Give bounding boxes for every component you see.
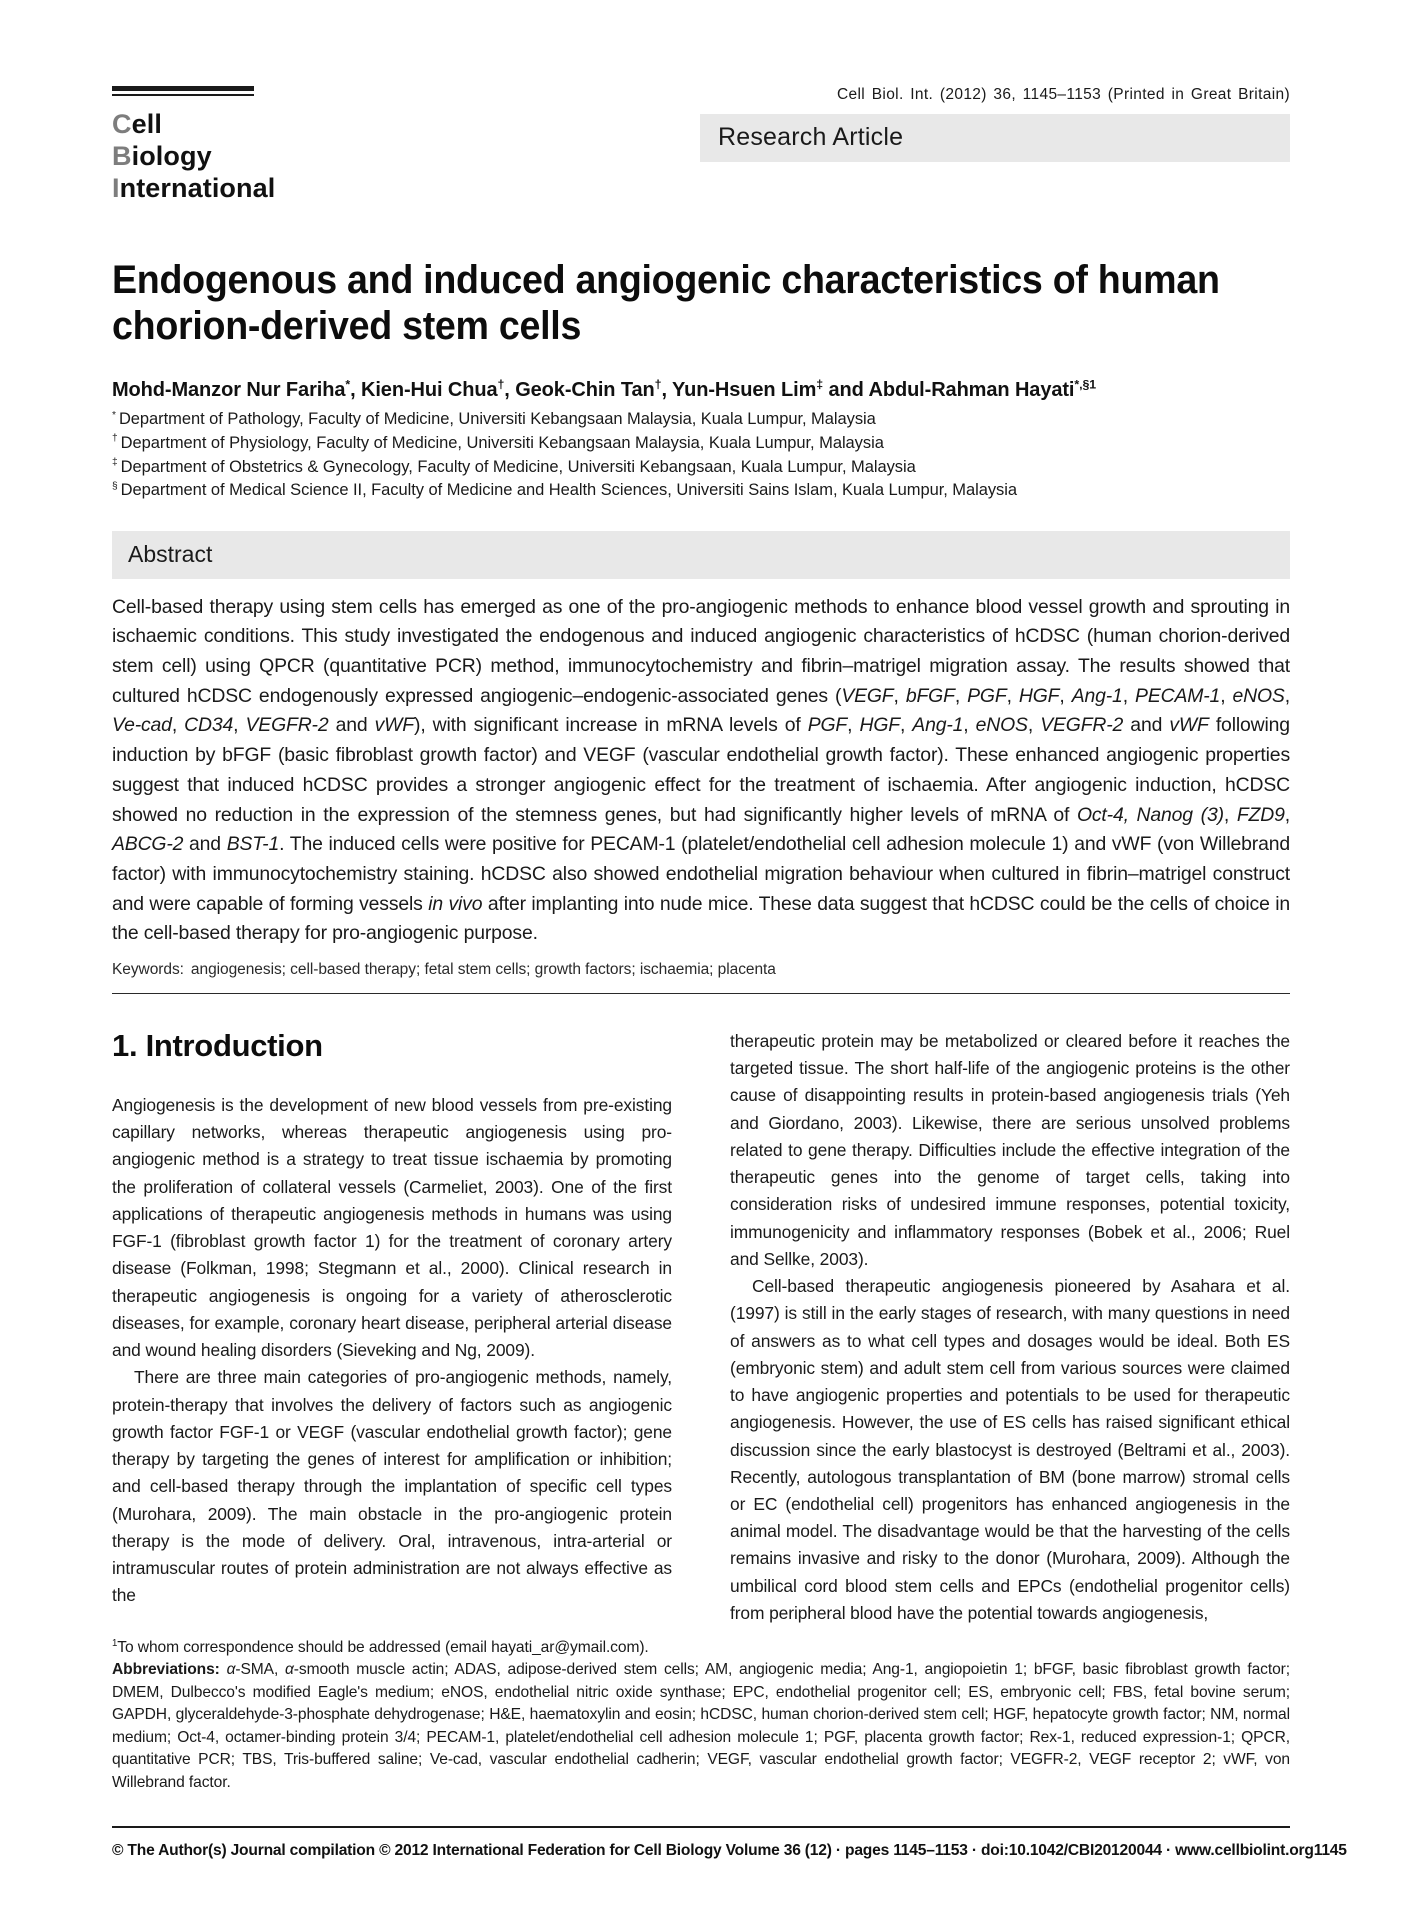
journal-logo [112,86,412,205]
affiliation-text: Department of Physiology, Faculty of Medicine, Universiti Kebangsaan Malaysia, Kuala Lumpur, Malaysia [120,433,884,452]
affiliation-item [112,432,1290,456]
paragraph: There are three main categories of pro-angiogenic methods, namely, protein-therapy that involves the delivery of factors such as angiogenic growth factor FGF-1 or VEGF (vascular endothelial growth factor); gene therapy by targeting the genes of interest for amplification or inhibition; and cell-based therapy through the implantation of specific cell types (Murohara, 2009). The main obstacle in the pro-angiogenic protein therapy is the mode of delivery. Oral, intravenous, intra-arterial or intramuscular routes of protein administration are not always effective as the [112,1367,672,1606]
author-list: Mohd-Manzor Nur Fariha*, Kien-Hui Chua†, Geok-Chin Tan†, Yun-Hsuen Lim‡ and Abdul-Rahman Hayati$^{*,\S 1}$ [112,377,1097,402]
column-right [730,1028,1290,1627]
article-type-badge: Research Article [700,114,1290,162]
keywords [112,961,1290,979]
affiliation-text: Department of Medical Science II, Faculty of Medicine and Health Sciences, Universiti Sains Islam, Kuala Lumpur, Malaysia [120,481,1018,500]
abbreviations-label: Abbreviations: [112,1661,220,1679]
page-title: Endogenous and induced angiogenic characteristics of human chorion-derived stem cells [112,257,1220,348]
paragraph: Cell-based therapeutic angiogenesis pioneered by Asahara et al. (1997) is still in the early stages of research, with many questions in need of answers as to what cell types and dosages would be ideal. Both ES (embryonic stem) and adult stem cell from various sources were claimed to have angiogenic properties and potentials to be used for therapeutic angiogenesis. However, the use of ES cells has raised significant ethical discussion since the early blastocyst is destroyed (Beltrami et al., 2003). Recently, autologous transplantation of BM (bone marrow) stromal cells or EC (endothelial cell) progenitors has enhanced angiogenesis in the animal model. The disadvantage would be that the harvesting of the cells remains invasive and risky to the donor (Murohara, 2009). Although the umbilical cord blood stem cells and EPCs (endothelial progenitor cells) from peripheral blood have the potential towards angiogenesis, [730,1276,1290,1623]
abbreviations-text: α-SMA, α-smooth muscle actin; ADAS, adipose-derived stem cells; AM, angiogenic media; Ang-1, angiopoietin 1; bFGF, basic fibroblast growth factor; DMEM, Dulbecco's modified Eagle's medium; eNOS, endothelial nitric oxide synthase; EPC, endothelial progenitor cell; ES, embryonic cell; FBS, fetal bovine serum; GAPDH, glyceraldehyde-3-phosphate dehydrogenase; H&E, haematoxylin and eosin; hCDSC, human chorion-derived stem cell; HGF, hepatocyte growth factor; NM, normal medium; Oct-4, octamer-binding protein 3/4; PECAM-1, platelet/endothelial cell adhesion molecule 1; PGF, placenta growth factor; Rex-1, reduced expression-1; QPCR, quantitative PCR; TBS, Tris-buffered saline; Ve-cad, vascular endothelial cadherin; VEGF, vascular endothelial growth factor; VEGFR-2, VEGF receptor 2; vWF, von Willebrand factor. [112,1661,1290,1791]
logo-rule-thick [112,86,254,91]
logo-line-international [112,173,412,205]
footer-copyright: © The Author(s) Journal compilation © 2012 International Federation for Cell Biology Volume 36 (12) · pages 1145–1153 · doi:10.1042/CBI20120044 · www.cellbiolint.org [112,1842,1314,1859]
footnotes [112,1637,1290,1794]
body-columns [112,1028,1290,1627]
affiliation-marker: § [112,480,118,492]
affiliation-marker: ‡ [112,457,118,469]
paragraph: Angiogenesis is the development of new blood vessels from pre-existing capillary networks, whereas therapeutic angiogenesis using pro-angiogenic method is a strategy to treat tissue ischaemia by promoting the proliferation of collateral vessels (Carmeliet, 2003). One of the first applications of therapeutic angiogenesis methods in humans was using FGF-1 (fibroblast growth factor 1) for the treatment of coronary artery disease (Folkman, 1998; Stegmann et al., 2000). Clinical research in therapeutic angiogenesis is ongoing for a variety of atherosclerotic diseases, for example, coronary heart disease, peripheral arterial disease and wound healing disorders (Sieveking and Ng, 2009). [112,1094,672,1361]
abstract-heading: Abstract [112,531,1290,579]
abstract-text: Cell-based therapy using stem cells has emerged as one of the pro-angiogenic methods to enhance blood vessel growth and sprouting in ischaemic conditions. This study investigated the endogenous and induced angiogenic characteristics of hCDSC (human chorion-derived stem cell) using QPCR (quantitative PCR) method, immunocytochemistry and fibrin–matrigel migration assay. The results showed that cultured hCDSC endogenously expressed angiogenic–endogenic-associated genes (VEGF, bFGF, PGF, HGF, Ang-1, PECAM-1, eNOS, Ve-cad, CD34, VEGFR-2 and vWF), with significant increase in mRNA levels of PGF, HGF, Ang-1, eNOS, VEGFR-2 and vWF following induction by bFGF (basic fibroblast growth factor) and VEGF (vascular endothelial growth factor). These enhanced angiogenic properties suggest that induced hCDSC provides a stronger angiogenic effect for the treatment of ischaemia. After angiogenic induction, hCDSC showed no reduction in the expression of the stemness genes, but had significantly higher levels of mRNA of Oct-4, Nanog (3), FZD9, ABCG-2 and BST-1. The induced cells were positive for PECAM-1 (platelet/endothelial cell adhesion molecule 1) and vWF (von Willebrand factor) with immunocytochemistry staining. hCDSC also showed endothelial migration behaviour when cultured in fibrin–matrigel construct and were capable of forming vessels in vivo after implanting into nude mice. These data suggest that hCDSC could be the cells of choice in the cell-based therapy for pro-angiogenic purpose. [112,595,1291,945]
logo-rest-iology: iology [131,140,212,171]
header-right [700,86,1290,162]
affiliation-list [112,408,1290,502]
footer-page-number: 1145 [1313,1842,1347,1859]
affiliation-marker: * [112,409,116,421]
footer-divider [112,1826,1290,1828]
affiliation-item [112,456,1290,480]
affiliation-item [112,479,1290,503]
logo-cap-i: I [112,172,120,203]
keywords-values: angiogenesis; cell-based therapy; fetal stem cells; growth factors; ischaemia; placenta [190,960,776,978]
correspondence-note [112,1637,1290,1659]
affiliation-text: Department of Pathology, Faculty of Medicine, Universiti Kebangsaan Malaysia, Kuala Lumpur, Malaysia [118,410,876,429]
affiliation-text: Department of Obstetrics & Gynecology, Faculty of Medicine, Universiti Kebangsaan, Kuala Lumpur, Malaysia [120,457,916,476]
abstract-divider [112,993,1290,994]
masthead [112,0,1290,205]
keywords-label: Keywords: [112,960,184,978]
abbreviations-note [112,1659,1290,1794]
column-left [112,1028,672,1627]
affiliation-marker: † [112,433,118,445]
correspondence-marker: 1 [112,1637,118,1649]
logo-cap-c: C [112,109,132,139]
section-heading-introduction: 1. Introduction [112,1027,323,1063]
logo-rule-thin [112,94,254,96]
journal-citation: Cell Biol. Int. (2012) 36, 1145–1153 (Printed in Great Britain) [836,86,1290,103]
page-content [112,0,1290,1627]
logo-line-cell [112,109,412,141]
correspondence-text: To whom correspondence should be addressed (email hayati_ar@ymail.com). [117,1639,649,1656]
logo-rest-ell: ell [131,109,162,139]
paragraph: therapeutic protein may be metabolized or cleared before it reaches the targeted tissue. The short half-life of the angiogenic proteins is the other cause of disappointing results in protein-based angiogenesis trials (Yeh and Giordano, 2003). Likewise, there are serious unsolved problems related to gene therapy. Difficulties include the effective integration of the therapeutic genes into the genome of target cells, taking into consideration risks of undesired immune responses, potential toxicity, immunogenicity and inflammatory responses (Bobek et al., 2006; Ruel and Sellke, 2003). [730,1030,1290,1269]
page-footer [112,1842,1347,1860]
logo-line-biology [112,141,412,173]
logo-cap-b: B [112,140,132,171]
affiliation-item [112,408,1290,432]
logo-rest-nternational: nternational [119,172,276,203]
